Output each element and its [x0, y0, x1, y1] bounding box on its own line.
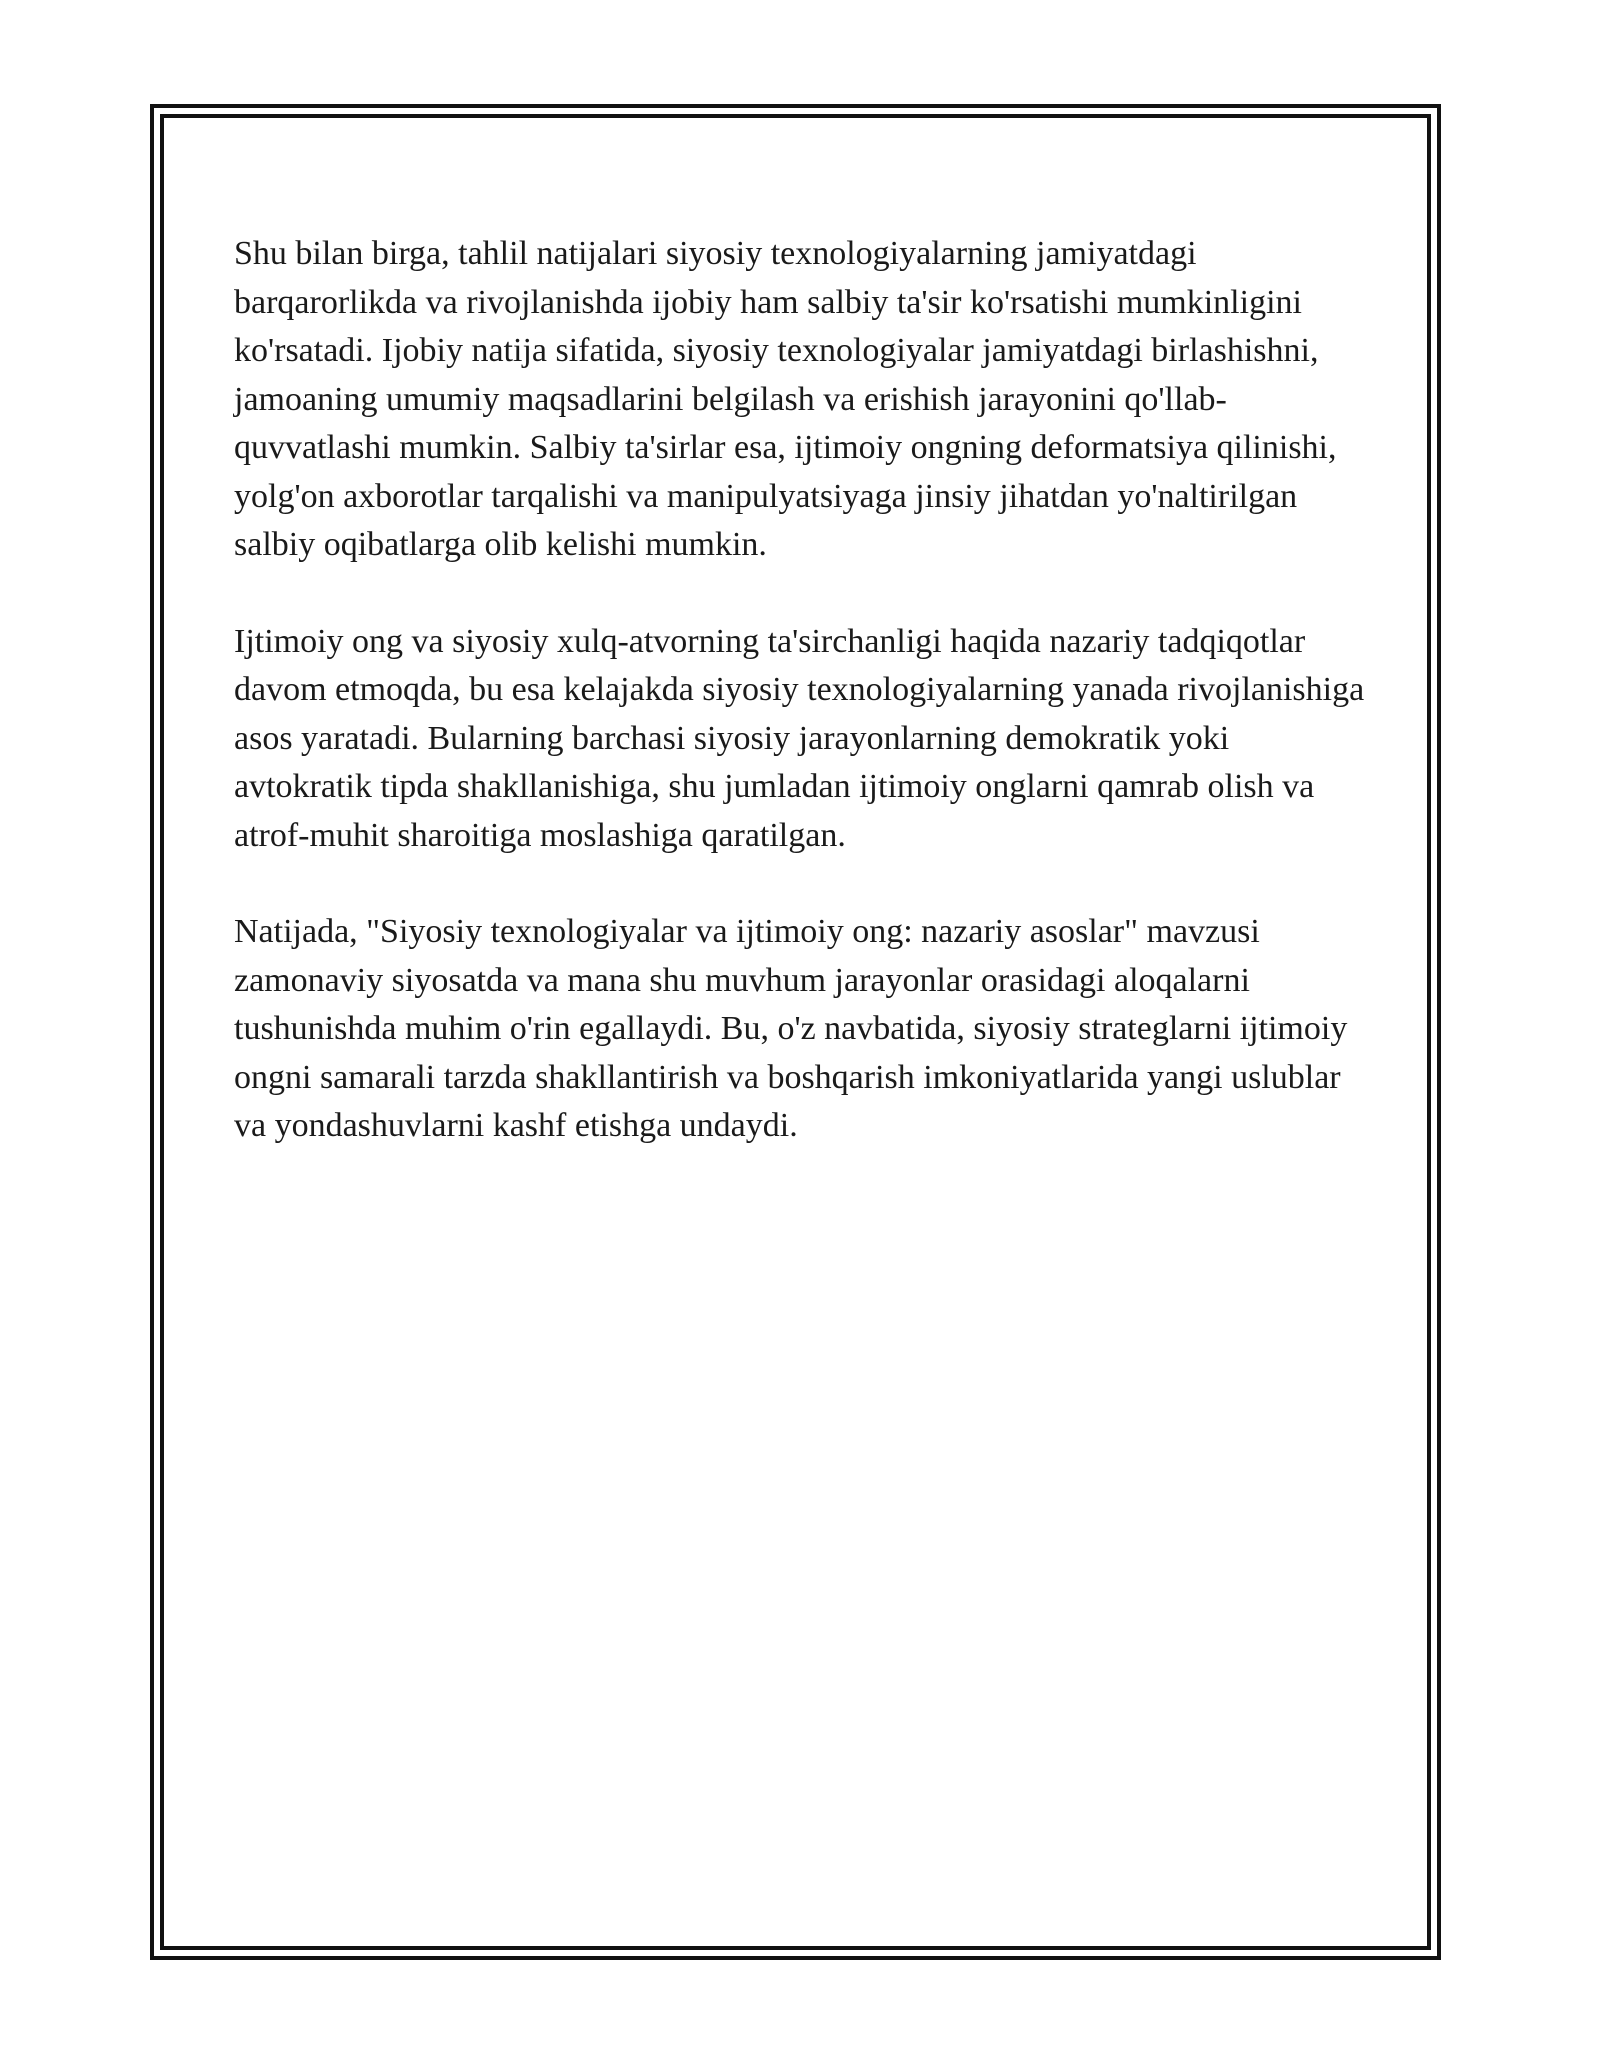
paragraph-2: Ijtimoiy ong va siyosiy xulq-atvorning ta'sirchanligi haqida nazariy tadqiqotlar davom etmoqda, bu esa kelajakda siyosiy texnologiyalarning yanada rivojlanishiga asos yaratadi. Bularning barchasi siyosiy jarayonlarning demokratik yoki avtokratik tipda shakllanishiga, shu jumladan ijtimoiy onglarni qamrab olish va atrof-muhit sharoitiga moslashiga qaratilgan. — [234, 622, 1365, 854]
paragraph-3: Natijada, "Siyosiy texnologiyalar va ijtimoiy ong: nazariy asoslar" mavzusi zamonaviy siyosatda va mana shu muvhum jarayonlar orasidagi aloqalarni tushunishda muhim o'rin egallaydi. Bu, o'z navbatida, siyosiy strateglarni ijtimoiy ongni samarali tarzda shakllantirish va boshqarish imkoniyatlarida yangi uslublar va yondashuvlarni kashf etishga undaydi. — [234, 913, 1348, 1144]
paragraph-1: Shu bilan birga, tahlil natijalari siyosiy texnologiyalarning jamiyatdagi barqarorlikda va rivojlanishda ijobiy ham salbiy ta'sir ko'rsatishi mumkinligini ko'rsatadi. Ijobiy natija sifatida, siyosiy texnologiyalar jamiyatdagi birlashishni, jamoaning umumiy maqsadlarini belgilash va erishish jarayonini qo'llab-quvvatlashi mumkin. Salbiy ta'sirlar esa, ijtimoiy ongning deformatsiya qilinishi, yolg'on axborotlar tarqalishi va manipulyatsiyaga jinsiy jihatdan yo'naltirilgan salbiy oqibatlarga olib kelishi mumkin. — [234, 235, 1337, 563]
document-body — [234, 230, 1374, 1199]
